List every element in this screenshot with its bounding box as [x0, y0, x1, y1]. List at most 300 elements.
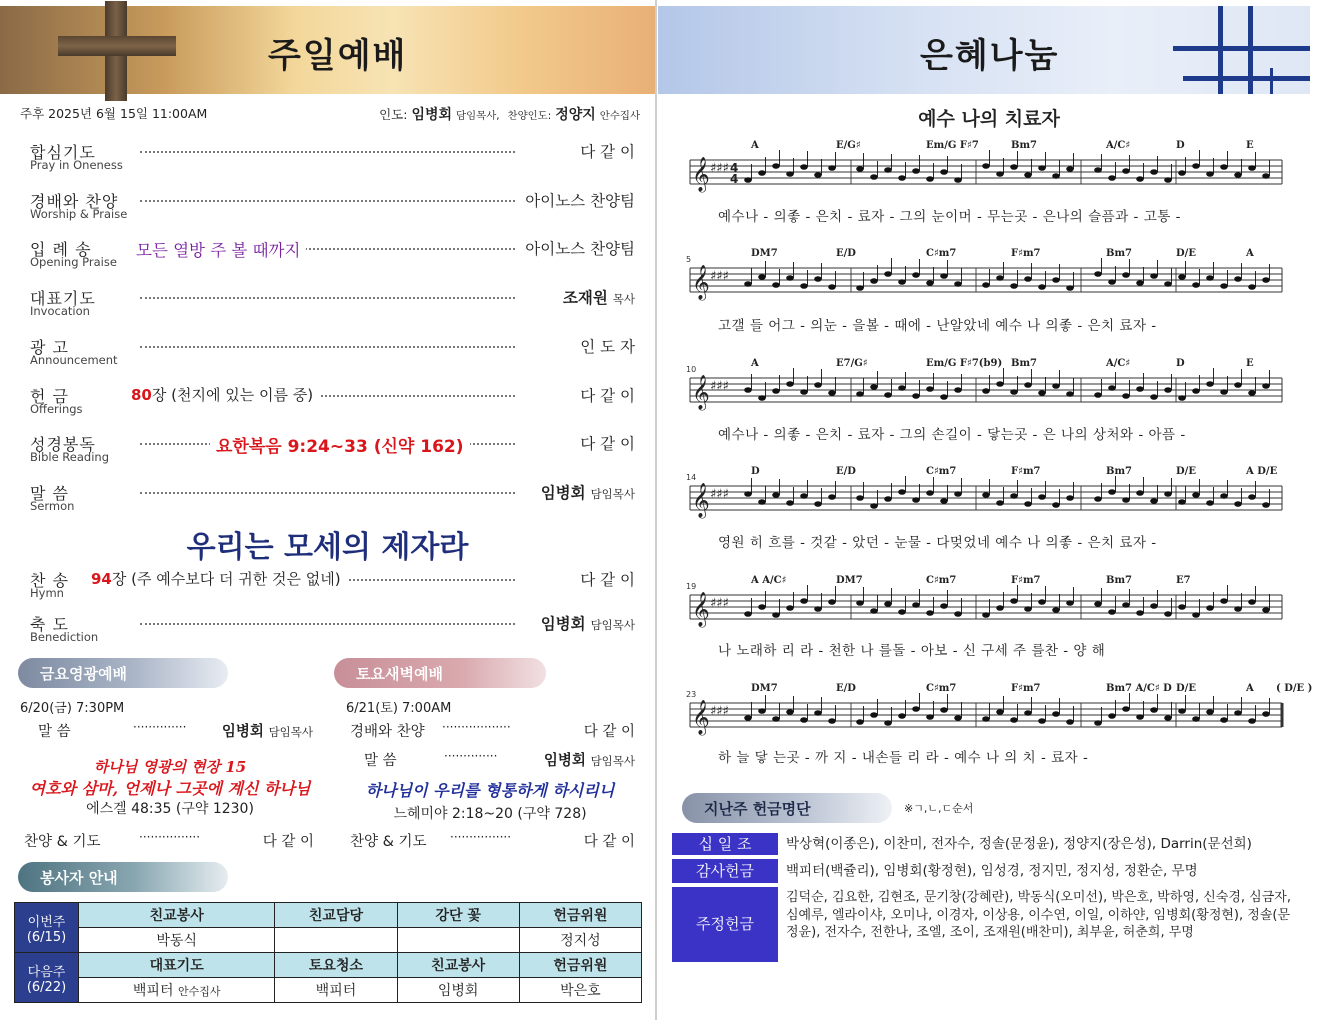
- chord-symbol: C♯m7: [926, 575, 957, 586]
- saturday-worship-label: 경배와 찬양: [350, 724, 425, 740]
- chord-symbol: A A/C♯: [751, 575, 787, 586]
- note-head: [926, 280, 934, 286]
- note-head: [814, 382, 822, 388]
- key-signature: ♯♯♯: [710, 487, 729, 502]
- grid-decoration: [1248, 6, 1253, 94]
- friday-preacher-name: 임병회: [221, 724, 264, 740]
- order-performer: [576, 384, 635, 406]
- next-week-date: (6/22): [26, 979, 67, 995]
- note-head: [954, 491, 962, 497]
- note-head: [1178, 499, 1186, 505]
- order-detail-text: 장 (주 예수보다 더 귀한 것은 없네): [111, 570, 341, 588]
- friday-date: 6/20(금) 7:30PM: [20, 701, 125, 716]
- note-head: [1024, 710, 1032, 716]
- note-head: [744, 177, 752, 183]
- note-head: [786, 171, 794, 177]
- note-head: [800, 283, 808, 289]
- chord-symbol: A D/E: [1246, 466, 1278, 477]
- next-week-label: 다음주: [27, 964, 66, 980]
- key-signature: ♯♯♯: [710, 269, 729, 284]
- order-row: [30, 286, 635, 326]
- note-head: [912, 393, 920, 399]
- table-cell: 정지성: [519, 928, 641, 953]
- key-signature: ♯♯♯: [710, 379, 729, 394]
- service-date: 주후 2025년 6월 15일 11:00AM: [20, 106, 208, 121]
- note-head: [870, 608, 878, 614]
- note-head: [940, 498, 948, 504]
- page-divider: [655, 0, 657, 1020]
- note-head: [814, 172, 822, 178]
- note-head: [898, 609, 906, 615]
- note-head: [912, 497, 920, 503]
- note-head: [1066, 391, 1074, 397]
- friday-close-dots: ················: [139, 830, 201, 844]
- note-head: [1136, 176, 1144, 182]
- friday-sermon-row: [38, 720, 313, 741]
- note-head: [1122, 602, 1130, 608]
- note-head: [870, 278, 878, 284]
- leader-name: 임병회: [411, 107, 453, 123]
- note-head: [1024, 606, 1032, 612]
- note-head: [926, 176, 934, 182]
- volunteers-pill: 봉사자 안내: [18, 862, 228, 892]
- table-cell: 박은호: [519, 978, 641, 1003]
- note-head: [982, 282, 990, 288]
- note-head: [1220, 164, 1228, 170]
- lyric-line: 예수나 - 의좋 - 은치 - 료자 - 그의 눈이머 - 무는곳 - 은나의 슬픔과 - 고통 -: [718, 209, 1181, 225]
- note-head: [1164, 281, 1172, 287]
- note-head: [856, 495, 864, 501]
- order-subtitle: Benediction: [30, 630, 99, 644]
- praise-leader-role: 안수집사: [599, 110, 640, 122]
- performer-role: 목사: [612, 292, 635, 306]
- order-detail: [210, 432, 470, 457]
- note-head: [870, 712, 878, 718]
- note-head: [1010, 283, 1018, 289]
- note-head: [996, 275, 1004, 281]
- order-performer: [537, 481, 635, 503]
- friday-close-perf: 다 같 이: [262, 834, 314, 850]
- note-head: [1066, 719, 1074, 725]
- note-head: [1094, 601, 1102, 607]
- saturday-title: 하나님이 우리를 형통하게 하시리니: [365, 781, 615, 800]
- key-signature: ♯♯♯: [710, 704, 729, 719]
- leader-dots: [140, 617, 515, 625]
- chord-symbol: Bm7: [1011, 358, 1037, 369]
- note-head: [1094, 392, 1102, 398]
- note-head: [1234, 276, 1242, 282]
- order-subtitle: Pray in Oneness: [30, 158, 123, 172]
- note-head: [884, 392, 892, 398]
- note-head: [828, 165, 836, 171]
- note-head: [786, 381, 794, 387]
- note-head: [926, 386, 934, 392]
- note-head: [1150, 707, 1158, 713]
- table-header: 토요청소: [275, 953, 397, 978]
- note-head: [1234, 501, 1242, 507]
- table-cell: 박동식: [79, 928, 275, 953]
- saturday-service-pill: 토요새벽예배: [334, 658, 546, 688]
- offering-row-weekly: [672, 887, 1302, 962]
- friday-series: 하나님 영광의 현장 15: [93, 758, 247, 776]
- note-head: [870, 384, 878, 390]
- note-head: [1206, 709, 1214, 715]
- lyric-line: 예수나 - 의좋 - 은치 - 료자 - 그의 손길이 - 닿는곳 - 은 나의 상처와 - 아픔 -: [718, 427, 1186, 443]
- note-head: [1094, 496, 1102, 502]
- performer-name: 다 같 이: [580, 143, 635, 161]
- time-signature: 4: [730, 172, 739, 186]
- order-title: 경배와 찬양: [30, 192, 119, 211]
- chord-symbol: F♯m7: [1011, 683, 1041, 694]
- saturday-preacher-role: 담임목사: [590, 754, 635, 768]
- order-performer: [576, 140, 635, 162]
- note-head: [772, 492, 780, 498]
- note-head: [996, 500, 1004, 506]
- note-head: [1262, 277, 1270, 283]
- chord-symbol: D: [751, 466, 760, 477]
- note-head: [786, 500, 794, 506]
- chord-symbol: C♯m7: [926, 248, 957, 259]
- note-head: [1122, 706, 1130, 712]
- table-cell: [79, 978, 275, 1003]
- right-header-title: 은혜나눔: [920, 36, 1060, 76]
- note-head: [954, 387, 962, 393]
- performer-name: 다 같 이: [580, 387, 635, 405]
- chord-symbol: A: [1246, 248, 1254, 259]
- leader-dots: [140, 145, 515, 153]
- note-head: [1220, 493, 1228, 499]
- saturday-preacher: [544, 749, 635, 770]
- treble-clef-icon: 𝄞: [692, 375, 710, 410]
- note-head: [856, 285, 864, 291]
- note-head: [800, 164, 808, 170]
- chord-symbol: C♯m7: [926, 683, 957, 694]
- lyric-line: 영원 히 흐를 - 것같 - 았던 - 눈물 - 다멎었네 예수 나 의좋 - 은치 료자 -: [718, 535, 1157, 551]
- friday-close-row: [24, 830, 314, 851]
- order-subtitle: Offerings: [30, 402, 83, 416]
- chord-symbol: E/D: [836, 466, 856, 477]
- chord-symbol: DM7: [836, 575, 863, 586]
- note-head: [1164, 177, 1172, 183]
- chord-symbol: F♯m7: [1011, 248, 1041, 259]
- note-head: [1136, 714, 1144, 720]
- note-head: [856, 166, 864, 172]
- note-head: [1094, 720, 1102, 726]
- note-head: [954, 715, 962, 721]
- note-head: [1164, 491, 1172, 497]
- note-head: [1066, 495, 1074, 501]
- note-head: [1136, 490, 1144, 496]
- note-head: [772, 388, 780, 394]
- note-head: [1192, 716, 1200, 722]
- chord-symbol: A: [751, 358, 759, 369]
- time-signature: 4: [730, 161, 739, 175]
- treble-clef-icon: 𝄞: [692, 700, 710, 735]
- order-subtitle: Sermon: [30, 499, 75, 513]
- chord-symbol: F♯m7: [1011, 575, 1041, 586]
- note-head: [814, 501, 822, 507]
- table-header: 강단 꽃: [397, 903, 519, 928]
- order-row: [30, 432, 635, 472]
- saturday-ref: 느헤미야 2:18~20 (구약 728): [393, 806, 587, 822]
- note-head: [1038, 390, 1046, 396]
- note-head: [814, 710, 822, 716]
- note-head: [1108, 713, 1116, 719]
- note-head: [1010, 164, 1018, 170]
- lyric-line: 하 늘 닿 는곳 - 까 지 - 내손들 리 라 - 예수 나 의 치 - 료자 -: [718, 750, 1089, 766]
- grid-decoration: [1173, 46, 1310, 51]
- note-head: [800, 598, 808, 604]
- hymn-number: 94: [91, 570, 112, 588]
- note-head: [1010, 598, 1018, 604]
- order-title: 축 도: [30, 615, 69, 634]
- key-signature: ♯♯♯: [710, 161, 729, 176]
- note-head: [1206, 605, 1214, 611]
- note-head: [1010, 493, 1018, 499]
- performer-role: 담임목사: [590, 487, 635, 501]
- sermon-title: 우리는 모세의 제자라: [186, 530, 469, 565]
- order-detail: [85, 568, 347, 589]
- note-head: [772, 716, 780, 722]
- offering-label: 십 일 조: [672, 833, 778, 855]
- note-head: [1038, 718, 1046, 724]
- note-head: [870, 174, 878, 180]
- order-subtitle: Worship & Praise: [30, 207, 128, 221]
- note-head: [1262, 607, 1270, 613]
- note-head: [954, 611, 962, 617]
- note-head: [758, 395, 766, 401]
- note-head: [982, 492, 990, 498]
- note-head: [870, 503, 878, 509]
- chord-symbol: E: [1246, 140, 1254, 151]
- order-detail-text: 모든 열방 주 볼 때까지: [136, 241, 301, 260]
- note-head: [772, 612, 780, 618]
- table-cell: 임병회: [397, 978, 519, 1003]
- note-head: [884, 601, 892, 607]
- note-head: [1178, 604, 1186, 610]
- chord-symbol: E7: [1176, 575, 1191, 586]
- note-head: [940, 169, 948, 175]
- praise-leader-name: 정양지: [555, 107, 596, 123]
- note-head: [1052, 277, 1060, 283]
- note-head: [1150, 273, 1158, 279]
- grid-decoration: [1218, 6, 1223, 94]
- treble-clef-icon: 𝄞: [692, 592, 710, 627]
- note-head: [828, 390, 836, 396]
- note-head: [828, 599, 836, 605]
- note-head: [1108, 175, 1116, 181]
- note-head: [912, 706, 920, 712]
- hymn-number: 80: [131, 386, 152, 404]
- performer-name: 아이노스 찬양팀: [525, 192, 635, 210]
- table-cell: [397, 928, 519, 953]
- note-head: [856, 600, 864, 606]
- order-subtitle: Invocation: [30, 304, 90, 318]
- table-header: 친교담당: [275, 903, 397, 928]
- note-head: [996, 171, 1004, 177]
- this-week-cell: [15, 903, 79, 953]
- table-header: 대표기도: [79, 953, 275, 978]
- chord-symbol: ( D/E ): [1276, 683, 1313, 694]
- note-head: [744, 281, 752, 287]
- left-page: [0, 0, 655, 1020]
- offering-names: 박상혁(이종은), 이찬미, 전자수, 정솔(문정윤), 정양지(장은성), Darrin(문선희): [786, 836, 1252, 852]
- note-head: [856, 391, 864, 397]
- treble-clef-icon: 𝄞: [692, 265, 710, 300]
- order-performer: [576, 432, 635, 454]
- note-head: [1248, 599, 1256, 605]
- chord-symbol: Bm7: [1106, 248, 1132, 259]
- measure-number: 19: [686, 582, 697, 591]
- note-head: [1220, 598, 1228, 604]
- note-head: [1220, 389, 1228, 395]
- note-head: [772, 163, 780, 169]
- chord-symbol: F♯m7: [1011, 466, 1041, 477]
- note-head: [996, 605, 1004, 611]
- this-week-label: 이번주: [27, 914, 66, 930]
- leader-dots: [140, 486, 515, 494]
- note-head: [828, 284, 836, 290]
- order-detail: [125, 384, 319, 405]
- chord-symbol: Em/G F♯7(b9): [926, 358, 1003, 369]
- note-head: [1024, 501, 1032, 507]
- saturday-date: 6/21(토) 7:00AM: [346, 701, 452, 716]
- friday-service-pill: 금요영광예배: [18, 658, 228, 688]
- note-head: [898, 175, 906, 181]
- note-head: [1248, 284, 1256, 290]
- note-head: [898, 713, 906, 719]
- note-head: [1094, 271, 1102, 277]
- note-head: [1094, 167, 1102, 173]
- performer-role: 담임목사: [590, 618, 635, 632]
- chord-symbol: D/E: [1176, 248, 1196, 259]
- note-head: [1178, 708, 1186, 714]
- order-title: 광 고: [30, 338, 69, 357]
- note-head: [996, 709, 1004, 715]
- note-head: [1262, 711, 1270, 717]
- saturday-close-dots: ················: [450, 830, 512, 844]
- note-head: [772, 282, 780, 288]
- table-header: 헌금위원: [519, 953, 641, 978]
- key-signature: ♯♯♯: [710, 596, 729, 611]
- note-head: [940, 273, 948, 279]
- performer-name: 임병회: [540, 484, 586, 502]
- leader-label: 인도:: [379, 107, 408, 122]
- leader-dots: [140, 340, 515, 348]
- note-head: [1262, 383, 1270, 389]
- note-head: [800, 717, 808, 723]
- saturday-preacher-name: 임병회: [543, 753, 586, 769]
- note-head: [1262, 502, 1270, 508]
- sheet-music: [686, 130, 1313, 780]
- leader-dots: [140, 194, 515, 202]
- note-head: [1206, 171, 1214, 177]
- note-head: [1066, 600, 1074, 606]
- measure-number: 5: [686, 255, 692, 264]
- friday-close-label: 찬양 & 기도: [24, 834, 101, 850]
- saturday-dots: ··············: [444, 749, 498, 763]
- chord-symbol: E/D: [836, 248, 856, 259]
- note-head: [1136, 280, 1144, 286]
- table-cell-role: 안수집사: [177, 985, 221, 998]
- note-head: [1010, 717, 1018, 723]
- praise-label: 찬양인도:: [507, 110, 552, 122]
- note-head: [1248, 494, 1256, 500]
- performer-name: 아이노스 찬양팀: [525, 240, 635, 258]
- note-head: [898, 385, 906, 391]
- note-head: [1178, 274, 1186, 280]
- note-head: [940, 603, 948, 609]
- friday-preacher: [222, 720, 313, 741]
- chord-symbol: A/C♯: [1106, 358, 1131, 369]
- note-head: [814, 276, 822, 282]
- saturday-close-row: [350, 830, 635, 851]
- note-head: [1150, 498, 1158, 504]
- note-head: [1052, 173, 1060, 179]
- order-row: [30, 189, 635, 229]
- order-row: [30, 335, 635, 375]
- treble-clef-icon: 𝄞: [692, 483, 710, 518]
- note-head: [1038, 284, 1046, 290]
- note-head: [1206, 500, 1214, 506]
- volunteers-table: [14, 902, 642, 1003]
- note-head: [1220, 283, 1228, 289]
- note-head: [940, 707, 948, 713]
- note-head: [828, 494, 836, 500]
- order-performer: [576, 335, 635, 357]
- note-head: [744, 491, 752, 497]
- note-head: [1248, 165, 1256, 171]
- note-head: [912, 602, 920, 608]
- note-head: [856, 719, 864, 725]
- chord-symbol: D: [1176, 358, 1185, 369]
- note-head: [1122, 393, 1130, 399]
- note-head: [786, 605, 794, 611]
- order-row: [30, 384, 635, 424]
- note-head: [758, 499, 766, 505]
- leader-dots: [140, 291, 515, 299]
- chord-symbol: Bm7: [1011, 140, 1037, 151]
- note-head: [1136, 386, 1144, 392]
- order-performer: [576, 568, 635, 590]
- note-head: [1150, 394, 1158, 400]
- saturday-close-label: 찬양 & 기도: [350, 834, 427, 850]
- left-header-title: 주일예배: [268, 36, 408, 76]
- chord-symbol: E7/G♯: [836, 358, 868, 369]
- chord-symbol: A: [1246, 683, 1254, 694]
- friday-title: 여호와 삼마, 언제나 그곳에 계신 하나님: [29, 779, 311, 798]
- note-head: [1192, 163, 1200, 169]
- lyric-line: 고갤 들 어그 - 의눈 - 을볼 - 때에 - 난알았네 예수 나 의좋 - 은치 료자 -: [718, 318, 1157, 334]
- note-head: [1150, 603, 1158, 609]
- treble-clef-icon: 𝄞: [692, 157, 710, 192]
- friday-sermon-label: 말 씀: [38, 724, 71, 740]
- note-head: [954, 177, 962, 183]
- note-head: [1052, 502, 1060, 508]
- friday-ref: 에스겔 48:35 (구약 1230): [86, 801, 254, 817]
- note-head: [1220, 717, 1228, 723]
- order-detail-text: 요한복음 9:24~33 (신약 162): [216, 437, 464, 457]
- leader-role: 담임목사,: [456, 110, 500, 122]
- friday-preacher-role: 담임목사: [268, 725, 313, 739]
- note-head: [1052, 383, 1060, 389]
- note-head: [982, 612, 990, 618]
- order-row: [30, 612, 635, 652]
- cross-bar: [58, 36, 176, 56]
- note-head: [884, 167, 892, 173]
- note-head: [982, 388, 990, 394]
- order-title: 찬 송: [30, 571, 69, 590]
